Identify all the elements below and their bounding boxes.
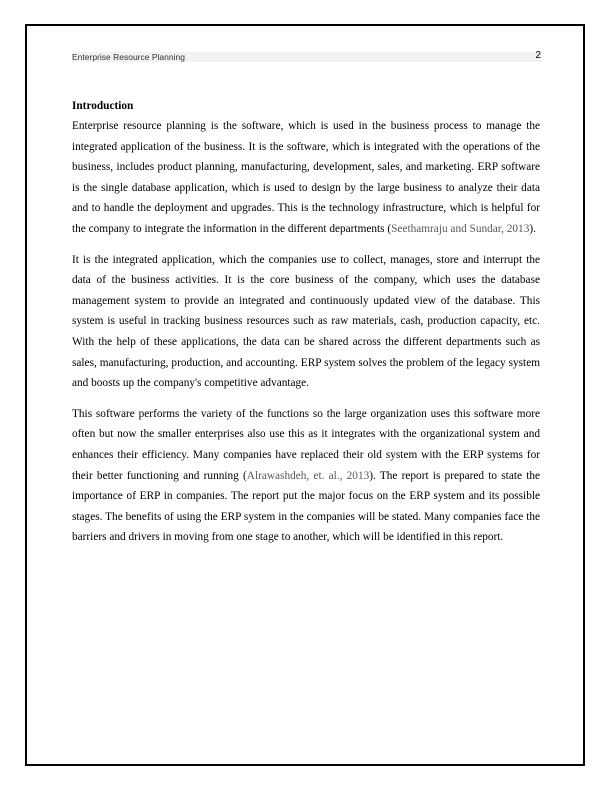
- page-number: 2: [535, 50, 541, 61]
- paragraph-text-end: ).: [529, 222, 536, 235]
- section-heading: Introduction: [72, 100, 134, 112]
- paragraph-text: Enterprise resource planning is the software, which is used in the business process to manage the integrated application of the business. It is the software, which is integrated with the operations of the business, includes product planning, manufacturing, development, sales, and marketing. ERP software is the single database application, which is used to design by the large business to analyze their data and to handle the deployment and upgrades. This is the technology infrastructure, which is helpful for the company to integrate the information in the different departments (: [72, 120, 540, 235]
- paragraph-3: [72, 404, 540, 548]
- paragraph-2: [72, 250, 540, 394]
- running-header-title: Enterprise Resource Planning: [72, 52, 185, 62]
- paragraph-text-end: ). The report is prepared to state the importance of ERP in companies. The report put the major focus on the ERP system and its possible stages. The benefits of using the ERP system in the companies will be stated. Many companies face the barriers and drivers in moving from one stage to another, which will be identified in this report.: [72, 469, 541, 544]
- paragraph-text: It is the integrated application, which the companies use to collect, manages, store and interrupt the data of the business activities. It is the core business of the company, which uses the database management system to provide an integrated and continuously updated view of the database. This system is useful in tracking business resources such as raw materials, cash, production capacity, etc. With the help of these applications, the data can be shared across the different departments such as sales, manufacturing, production, and accounting. ERP system solves the problem of the legacy system and boosts up the company's competitive advantage.: [72, 253, 540, 390]
- document-body: [72, 98, 540, 558]
- citation: Seethamraju and Sundar, 2013: [391, 222, 530, 235]
- citation: Alrawashdeh, et. al., 2013: [246, 469, 370, 482]
- paragraph-text: This software performs the variety of the functions so the large organization uses this software more often but now the smaller enterprises also use this as it integrates with the organizational system and enhances their efficiency. Many companies have replaced their old system with the ERP systems for their better functioning and running (: [72, 407, 540, 482]
- paragraph-1: [72, 116, 540, 240]
